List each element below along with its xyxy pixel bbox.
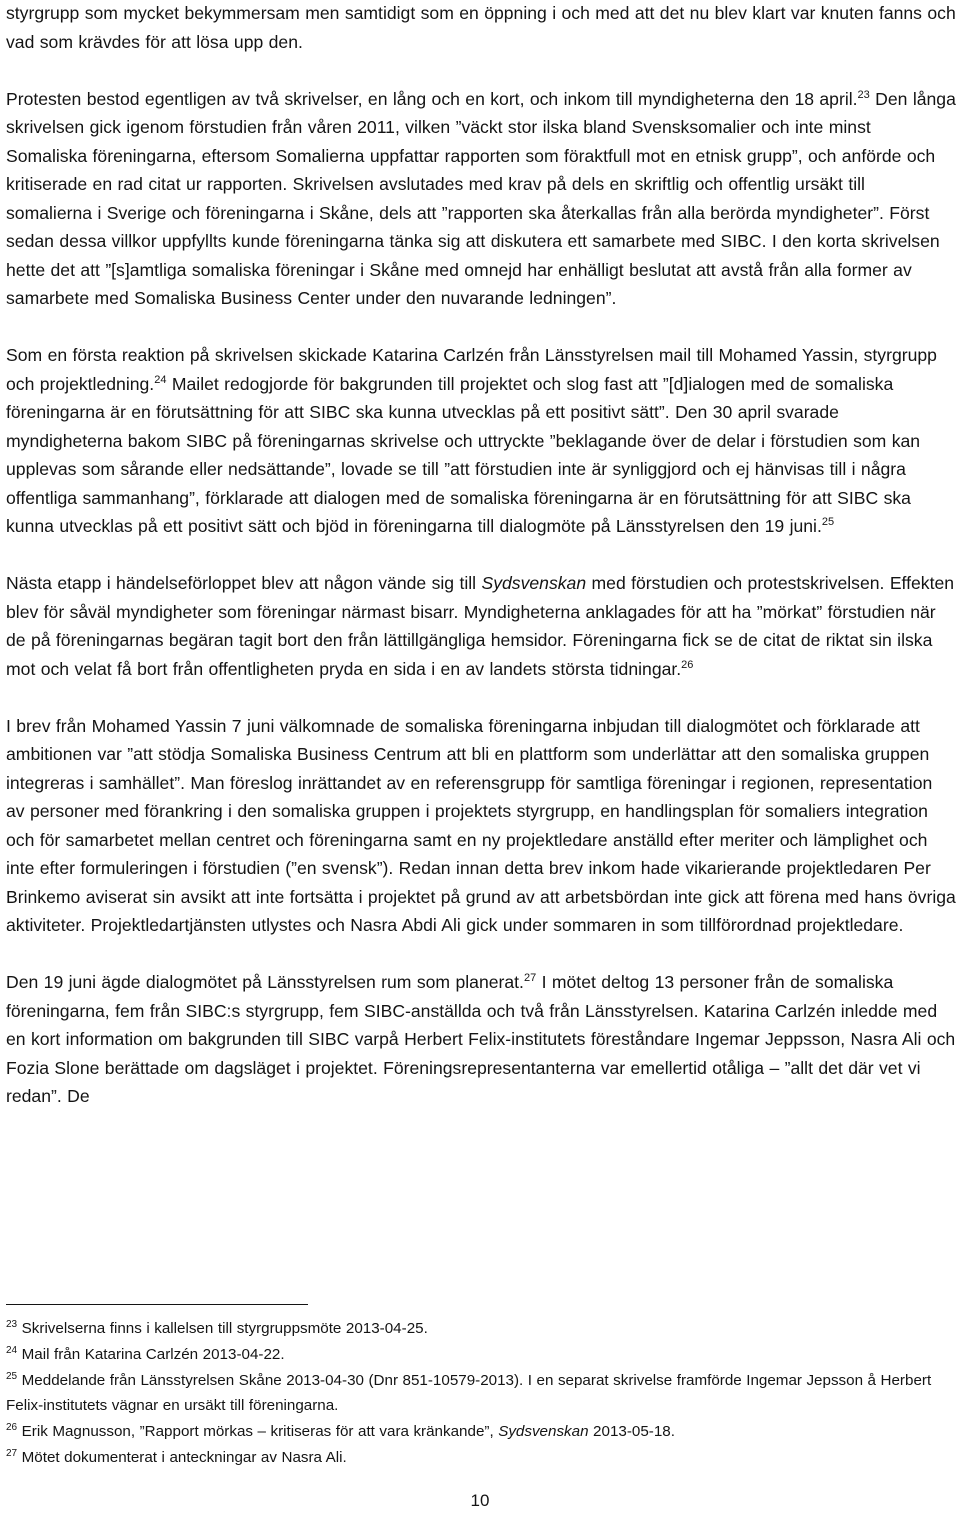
footnote-ref[interactable]: 24	[154, 373, 167, 386]
paragraph	[6, 85, 956, 313]
paragraph-text: I mötet deltog 13 personer från de somaliska föreningarna, fem från SIBC:s styrgrupp, fem SIBC-anställda och två från Länsstyrelsen. Katarina Carlzén inledde med en kort information om bakgrunden till SIBC varpå Herbert Felix-institutets föreståndare Ingemar Jeppsson, Nasra Ali och Fozia Slone berättade om dagsläget i projektet. Föreningsrepresentanterna var emellertid otåliga – ”allt det där vet vi redan”. De	[6, 972, 956, 1106]
paragraph-text: Den långa skrivelsen gick igenom förstudien från våren 2011, vilken ”väckt stor ilska bland Svensksomalier och inte minst Somaliska föreningarna, eftersom Somalierna uppfattar rapporten som föraktfull mot en etnisk grupp”, och anförde och kritiserade en rad citat ur rapporten. Skrivelsen avslutades med krav på dels en skriftlig och offentlig ursäkt till somalierna i Sverige och föreningarna i Skåne, dels att ”rapporten ska återkallas från alla berörda myndigheter”. Först sedan dessa villkor uppfyllts kunde föreningarna tänka sig att diskutera ett samarbete med SIBC. I den korta skrivelsen hette det att ”[s]amtliga somaliska föreningar i Skåne med omnejd har enhälligt beslutat att avstå från alla former av samarbete med Somaliska Business Center under den nuvarande ledningen”.	[6, 88, 956, 308]
footnote	[6, 1368, 956, 1420]
newspaper-title: Sydsvenskan	[481, 573, 587, 593]
footnote-separator	[6, 1304, 308, 1305]
footnote-number: 27	[6, 1447, 18, 1459]
paragraph-text: med förstudien och protestskrivelsen. Effekten blev för såväl myndigheter som föreningar närmast bisarr. Myndigheterna anklagades för att ha ”mörkat” förstudien när de på föreningarnas begäran tagit bort den från lättillgängliga hemsidor. Föreningarna fick se de citat de riktat sin ilska mot och velat få bort från offentligheten pryda en sida i en av landets största tidningar.	[6, 573, 955, 679]
paragraph	[6, 0, 956, 56]
footnote	[6, 1445, 956, 1471]
footnote-number: 23	[6, 1319, 18, 1330]
paragraph	[6, 968, 956, 1111]
paragraph	[6, 569, 956, 683]
paragraph-text: styrgrupp som mycket bekymmersam men samtidigt som en öppning i och med att det nu blev klart var knuten fanns och vad som krävdes för att lösa upp den.	[6, 3, 956, 52]
footnote-text: Mail från Katarina Carlzén 2013-04-22.	[21, 1345, 285, 1363]
paragraph-text: Protesten bestod egentligen av två skrivelser, en lång och en kort, och inkom till myndigheterna den 18 april.	[6, 88, 858, 109]
footnote	[6, 1419, 956, 1445]
paragraph-text: Mailet redogjorde för bakgrunden till projektet och slog fast att ”[d]ialogen med de somaliska föreningarna är en förutsättning för att SIBC ska kunna utvecklas på ett positivt sätt”. Den 30 april svarade myndigheterna bakom SIBC på föreningarnas skrivelse och uttryckte ”beklagande över de delar i förstudien som kan upplevas som sårande eller nedsättande”, lovade se till ”att förstudien inte är synliggjord och ej hänvisas till i några offentliga sammanhang”, förklarade att dialogen med de somaliska föreningarna är en förutsättning för att SIBC ska kunna utvecklas på ett positivt sätt och bjöd in föreningarna till dialogmöte på Länsstyrelsen den 19 juni.	[6, 373, 921, 536]
footnote-text: Erik Magnusson, ”Rapport mörkas – kritiseras för att vara kränkande”,	[21, 1423, 499, 1441]
footnote-ref[interactable]: 27	[523, 972, 537, 984]
footnote-text: Meddelande från Länsstyrelsen Skåne 2013-04-30 (Dnr 851-10579-2013). I en separat skrivelse framförde Ingemar Jepsson å Herbert Felix-institutets vägnar en ursäkt till föreningarna.	[6, 1371, 932, 1415]
document-body	[6, 0, 956, 1111]
footnote	[6, 1342, 956, 1368]
footnote-number: 24	[6, 1344, 18, 1356]
footnote-ref[interactable]: 26	[681, 658, 694, 671]
footnote-number: 26	[6, 1422, 18, 1434]
newspaper-title: Sydsvenskan	[498, 1423, 589, 1441]
paragraph-text: I brev från Mohamed Yassin 7 juni välkomnade de somaliska föreningarna inbjudan till dialogmötet och förklarade att ambitionen var ”att stödja Somaliska Business Centrum att bli en plattform som underlättar att den somaliska gruppen integreras i samhället”. Man föreslog inrättandet av en referensgrupp för samtliga föreningar i regionen, representation av personer med förankring i den somaliska gruppen i projektets styrgrupp, en handlingsplan för somaliers integration och för samarbetet mellan centret och föreningarna samt en ny projektledare anställd efter meriter och lämplighet och inte efter formuleringen i förstudien (”en svensk”). Redan innan detta brev inkom hade vikarierande projektledaren Per Brinkemo aviserat sin avsikt att inte fortsätta i projektet på grund av att arbetsbördan inte gick att förena med hans övriga aktiviteter. Projektledartjänsten utlystes och Nasra Abdi Ali gick under sommaren in som tillförordnad projektledare.	[6, 715, 956, 935]
footnote-text: 2013-05-18.	[588, 1423, 675, 1441]
paragraph	[6, 341, 956, 541]
footnotes	[6, 1316, 956, 1471]
footnote-text: Skrivelserna finns i kallelsen till styrgruppsmöte 2013-04-25.	[21, 1320, 428, 1337]
footnote-ref[interactable]: 23	[857, 88, 870, 101]
footnote-text: Mötet dokumenterat i anteckningar av Nasra Ali.	[21, 1448, 347, 1466]
page-number: 10	[470, 1491, 490, 1510]
footnote	[6, 1316, 956, 1342]
paragraph-text: Som en första reaktion på skrivelsen skickade Katarina Carlzén från Länsstyrelsen mail till Mohamed Yassin, styrgrupp och projektledning.	[6, 345, 937, 394]
paragraph	[6, 712, 956, 940]
footnote-ref[interactable]: 25	[821, 516, 835, 528]
footnote-number: 25	[6, 1370, 18, 1382]
paragraph-text: Nästa etapp i händelseförloppet blev att någon vände sig till	[6, 573, 482, 593]
paragraph-text: Den 19 juni ägde dialogmötet på Länsstyrelsen rum som planerat.	[6, 972, 524, 992]
